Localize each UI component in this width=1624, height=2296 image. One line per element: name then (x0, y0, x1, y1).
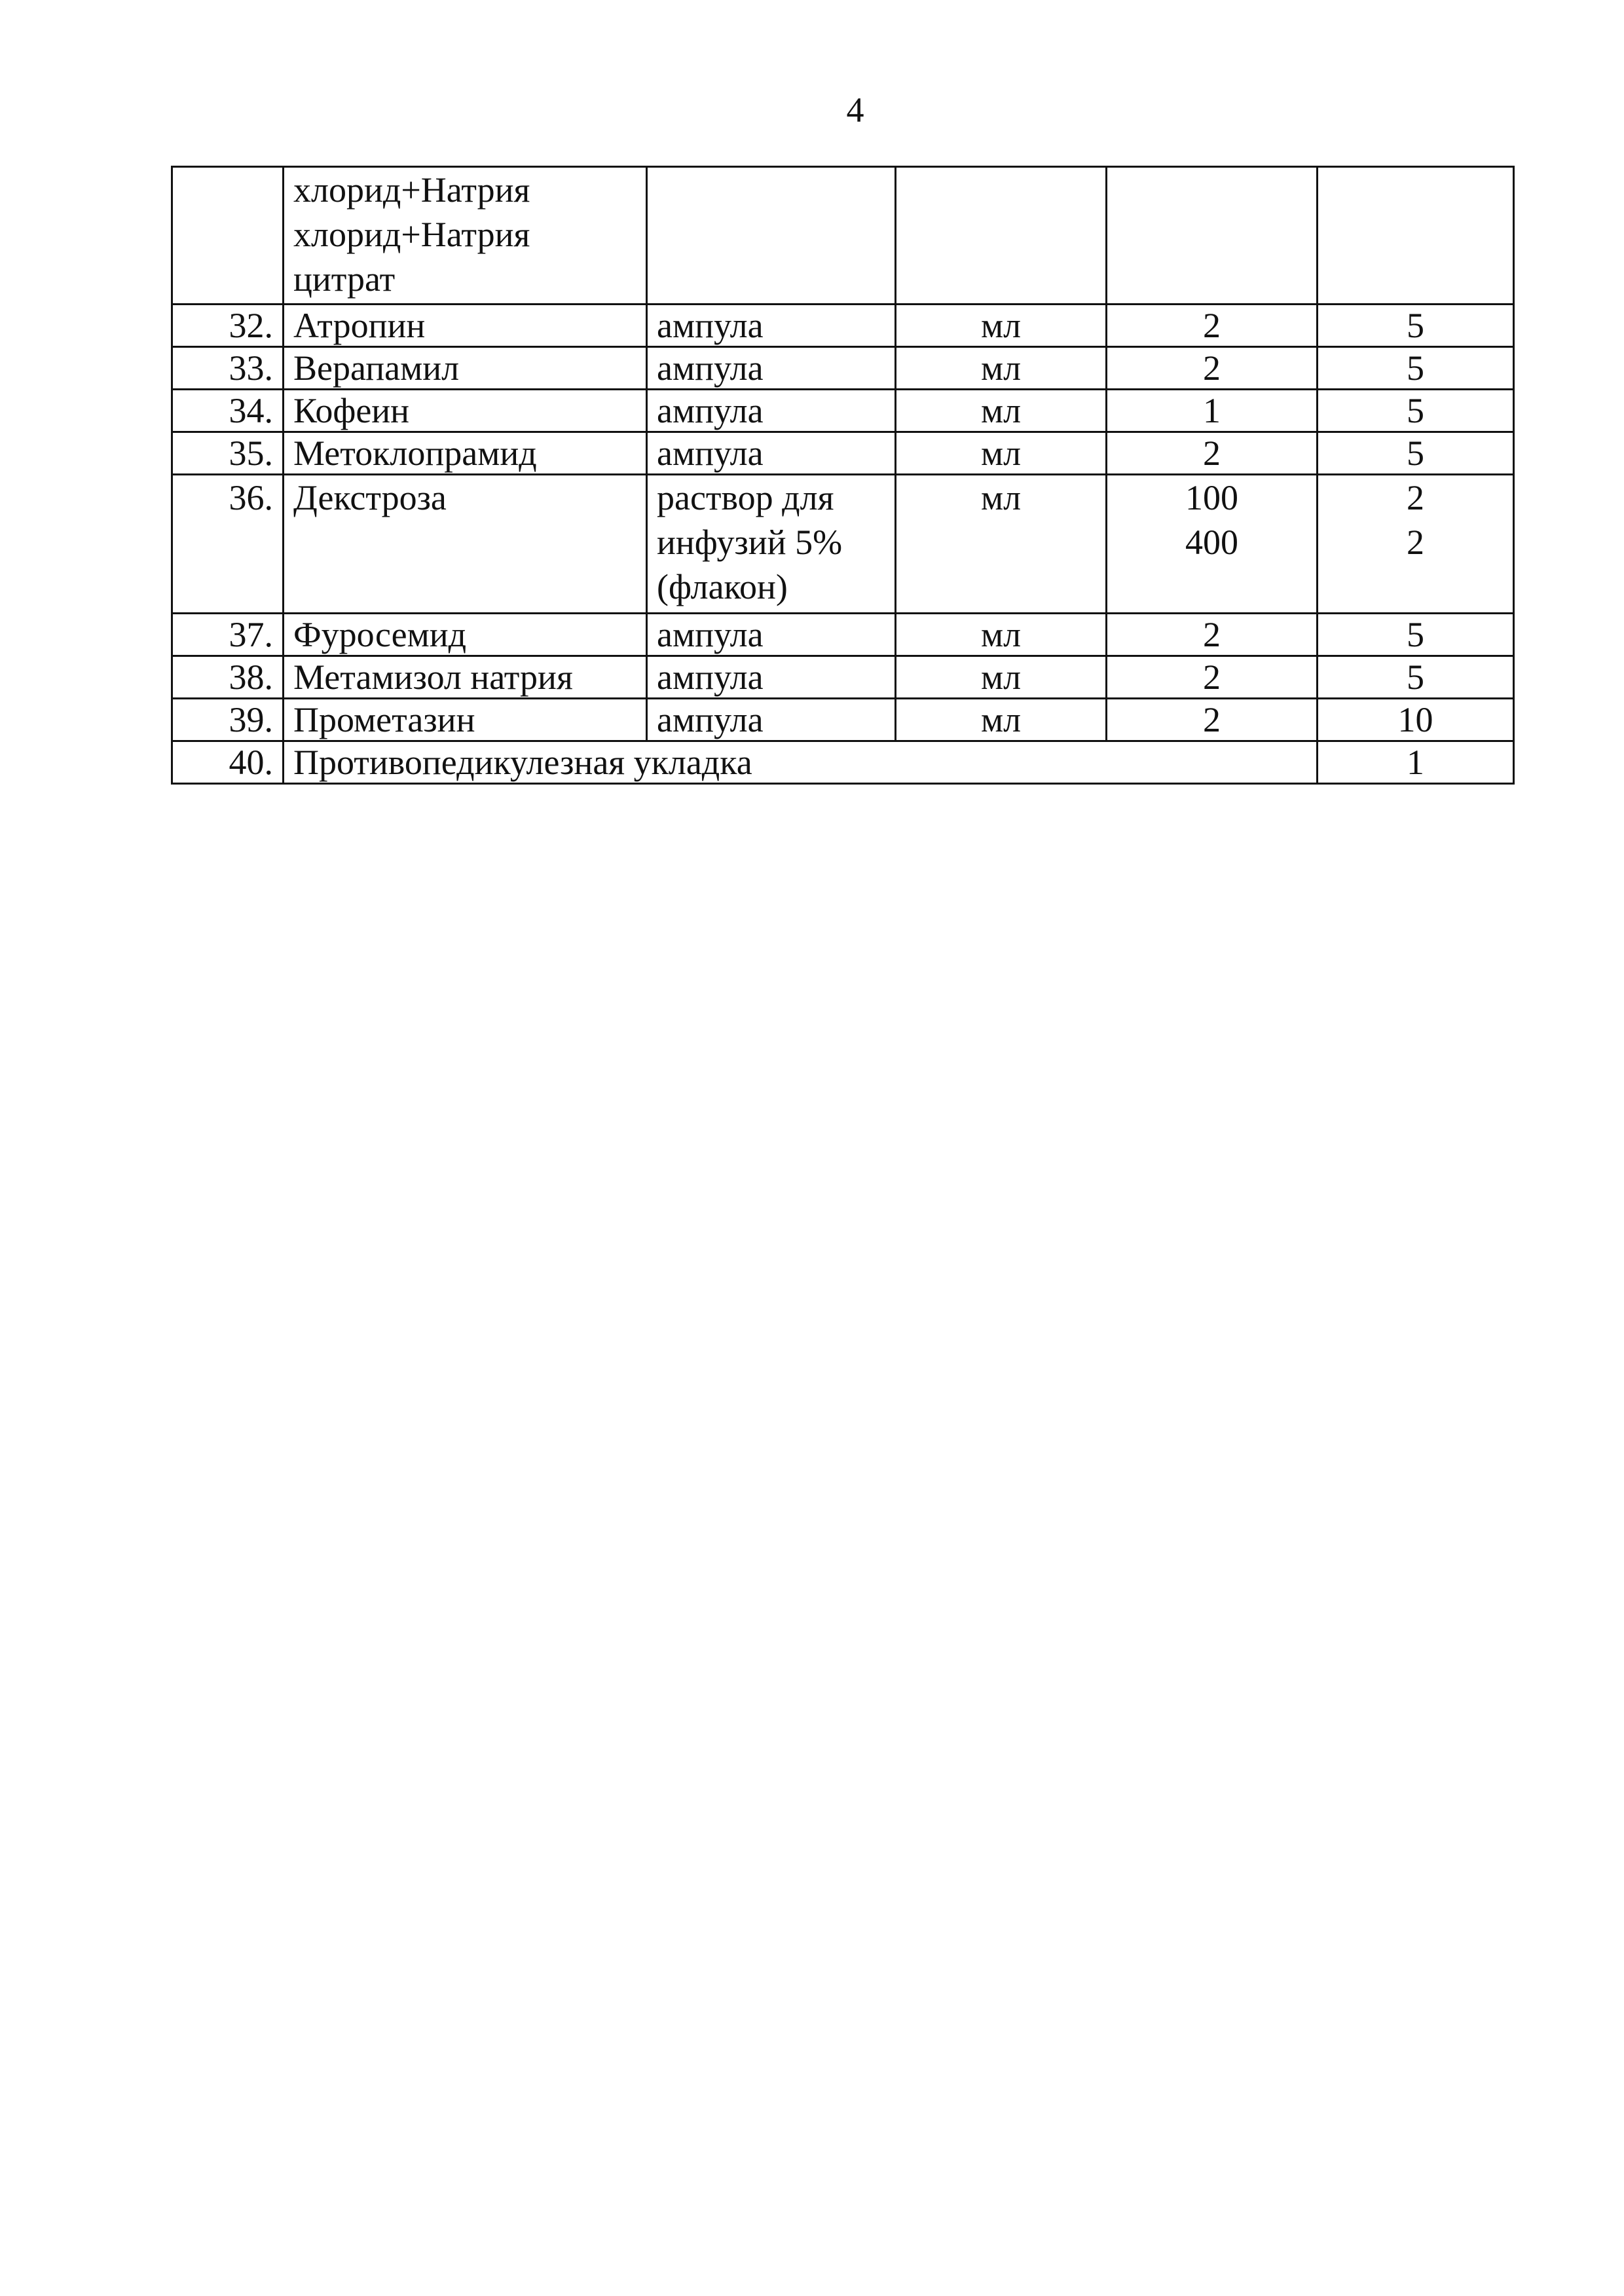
row-number: 40. (172, 741, 284, 784)
page-number: 4 (846, 90, 864, 130)
quantity-cell (1107, 167, 1318, 305)
count: 5 (1318, 305, 1514, 347)
dosage-form-line: раствор для (657, 478, 834, 517)
unit: мл (896, 305, 1107, 347)
unit: мл (896, 656, 1107, 699)
count: 10 (1318, 699, 1514, 741)
row-number: 34. (172, 390, 284, 432)
table-row (172, 347, 1514, 390)
drug-name: Метоклопрамид (284, 432, 647, 475)
quantity-line: 400 (1185, 523, 1238, 562)
quantity: 2 (1107, 347, 1318, 390)
dosage-form: ампула (647, 432, 896, 475)
unit-cell (896, 167, 1107, 305)
quantity: 2 (1107, 614, 1318, 656)
quantity: 1 (1107, 390, 1318, 432)
table-row (172, 741, 1514, 784)
drug-name: Декстроза (284, 475, 647, 614)
table-row (172, 305, 1514, 347)
unit: мл (896, 432, 1107, 475)
drug-name: Противопедикулезная укладка (284, 741, 1318, 784)
unit: мл (896, 614, 1107, 656)
drug-name: Фуросемид (284, 614, 647, 656)
unit: мл (896, 390, 1107, 432)
dosage-form: ампула (647, 390, 896, 432)
unit: мл (896, 475, 1107, 614)
count-line: 2 (1407, 478, 1424, 517)
count: 5 (1318, 432, 1514, 475)
dosage-form-line: инфузий 5% (657, 523, 843, 562)
table-row (172, 432, 1514, 475)
row-number: 35. (172, 432, 284, 475)
dosage-form-line: (флакон) (657, 567, 788, 606)
row-number-cell (172, 167, 284, 305)
quantity: 2 (1107, 656, 1318, 699)
count: 5 (1318, 614, 1514, 656)
row-number: 33. (172, 347, 284, 390)
dosage-form: ампула (647, 347, 896, 390)
count-line: 2 (1407, 523, 1424, 562)
drug-name: Прометазин (284, 699, 647, 741)
row-number: 32. (172, 305, 284, 347)
dosage-form: ампула (647, 699, 896, 741)
medicines-table (171, 166, 1515, 785)
drug-name-line: хлорид+Натрия (293, 170, 530, 210)
drug-name-line: цитрат (293, 259, 396, 299)
count: 5 (1318, 656, 1514, 699)
count (1318, 475, 1514, 614)
count-cell (1318, 167, 1514, 305)
count: 5 (1318, 347, 1514, 390)
table-row (172, 614, 1514, 656)
quantity: 2 (1107, 699, 1318, 741)
dosage-form: ампула (647, 305, 896, 347)
dosage-form (647, 475, 896, 614)
unit: мл (896, 699, 1107, 741)
table-row (172, 699, 1514, 741)
row-number: 39. (172, 699, 284, 741)
row-number: 36. (172, 475, 284, 614)
table-row (172, 475, 1514, 614)
count: 5 (1318, 390, 1514, 432)
quantity (1107, 475, 1318, 614)
drug-name: Атропин (284, 305, 647, 347)
drug-name-line: хлорид+Натрия (293, 215, 530, 254)
row-number: 37. (172, 614, 284, 656)
form-cell (647, 167, 896, 305)
table-row (172, 390, 1514, 432)
dosage-form: ампула (647, 656, 896, 699)
unit: мл (896, 347, 1107, 390)
quantity: 2 (1107, 305, 1318, 347)
drug-name: Кофеин (284, 390, 647, 432)
quantity: 2 (1107, 432, 1318, 475)
table-row (172, 656, 1514, 699)
drug-name: Метамизол натрия (284, 656, 647, 699)
drug-name: Верапамил (284, 347, 647, 390)
dosage-form: ампула (647, 614, 896, 656)
row-number: 38. (172, 656, 284, 699)
table-row (172, 167, 1514, 305)
drug-name-cell (284, 167, 647, 305)
quantity-line: 100 (1185, 478, 1238, 517)
count: 1 (1318, 741, 1514, 784)
